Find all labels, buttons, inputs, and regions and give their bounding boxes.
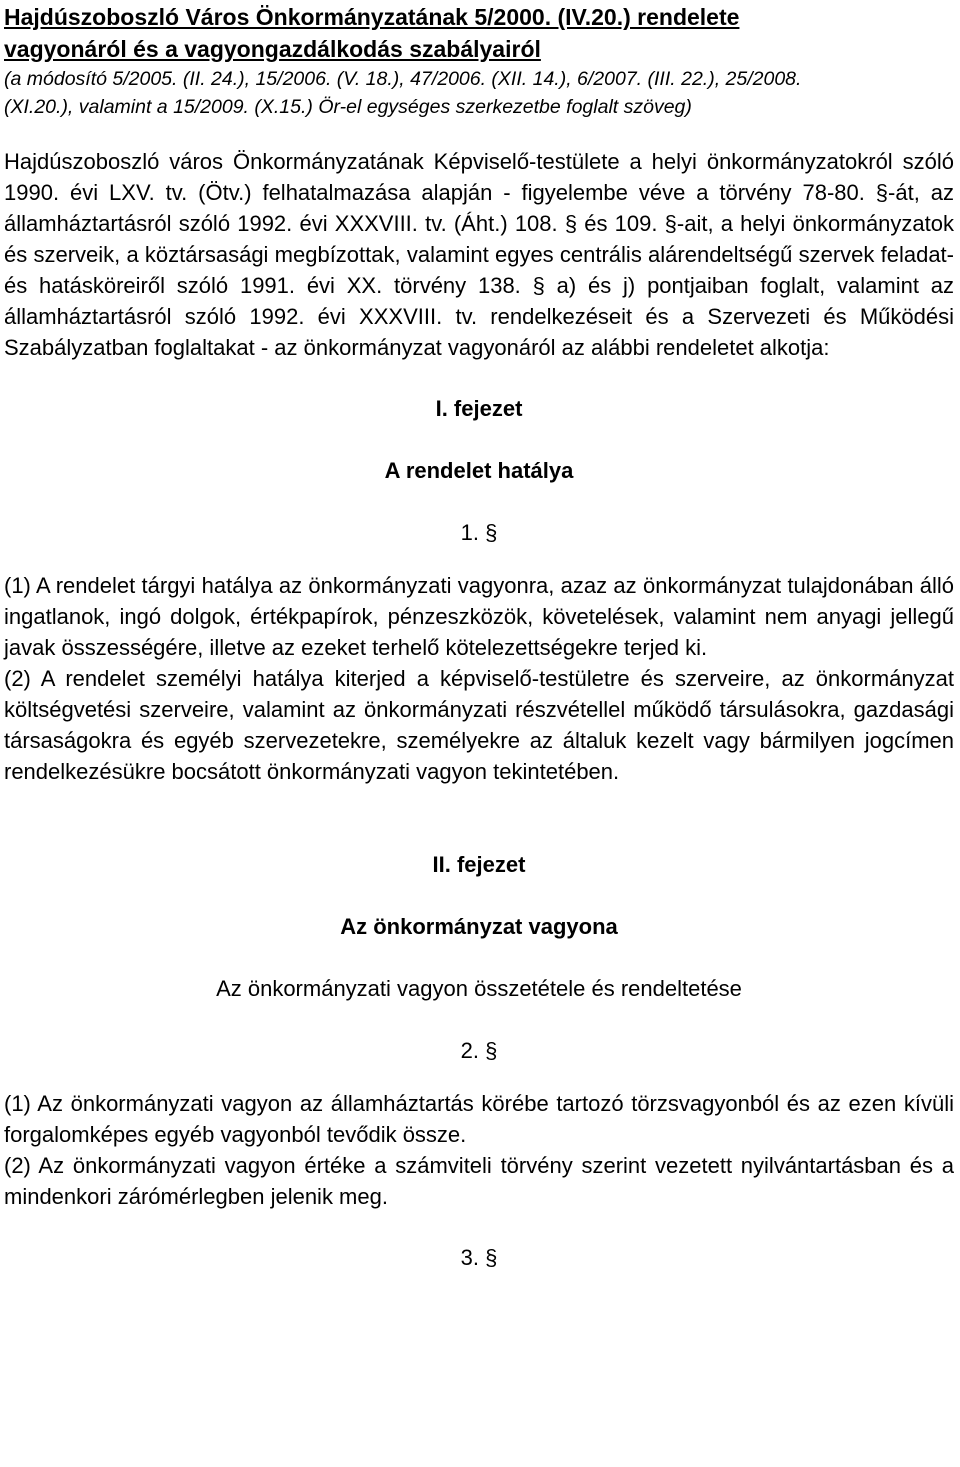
document-title-line1: Hajdúszoboszló Város Önkormányzatának 5/2000. (IV.20.) rendelete (4, 4, 740, 30)
section2-number: 2. § (460, 1038, 498, 1063)
section1-number: 1. § (460, 520, 498, 545)
chapter2-title: Az önkormányzat vagyona (340, 914, 618, 939)
document-title-line2: vagyonáról és a vagyongazdálkodás szabályairól (4, 36, 541, 62)
chapter1-number: I. fejezet (435, 396, 523, 421)
chapter2-subtitle: Az önkormányzati vagyon összetétele és rendeltetése (216, 976, 742, 1001)
chapter1-title: A rendelet hatálya (384, 458, 574, 483)
chapter2-number: II. fejezet (432, 852, 526, 877)
section2-paragraph2: (2) Az önkormányzati vagyon értéke a számviteli törvény szerint vezetett nyilvántartásban és a mindenkori zárómérlegben jelenik meg. (4, 1153, 954, 1209)
document-subtitle-line2: (XI.20.), valamint a 15/2009. (X.15.) Ör-el egységes szerkezetbe foglalt szöveg) (4, 96, 692, 118)
document-page (4, 0, 954, 1273)
section1-paragraph1: (1) A rendelet tárgyi hatálya az önkormányzati vagyonra, azaz az önkormányzat tulajdonában álló ingatlanok, ingó dolgok, értékpapírok, pénzeszközök, követelések, valamint nem anyagi jellegű javak összességére, illetve az ezeket terhelő kötelezettségekre terjed ki. (4, 573, 954, 660)
section3-number: 3. § (460, 1245, 498, 1270)
section2-paragraph1: (1) Az önkormányzati vagyon az államháztartás körébe tartozó törzsvagyonból és az ezen kívüli forgalomképes egyéb vagyonból tevődik össze. (4, 1091, 954, 1147)
section1-paragraph2: (2) A rendelet személyi hatálya kiterjed a képviselő-testületre és szerveire, az önkormányzat költségvetési szerveire, valamint az önkormányzati részvétellel működő társulásokra, gazdasági társaságokra és egyéb szervezetekre, személyekre az általuk kezelt vagy bármilyen jogcímen rendelkezésükre bocsátott önkormányzati vagyon tekintetében. (4, 666, 954, 784)
document-subtitle-line1: (a módosító 5/2005. (II. 24.), 15/2006. (V. 18.), 47/2006. (XII. 14.), 6/2007. (III. 22.), 25/2008. (4, 68, 802, 90)
preamble-paragraph: Hajdúszoboszló város Önkormányzatának Képviselő-testülete a helyi önkormányzatokról szóló 1990. évi LXV. tv. (Ötv.) felhatalmazása alapján - figyelembe véve a törvény 78-80. §-át, az államháztartásról szóló 1992. évi XXXVIII. tv. (Áht.) 108. § és 109. §-ait, a helyi önkormányzatok és szerveik, a köztársasági megbízottak, valamint egyes centrális alárendeltségű szervek feladat- és hatásköreiről szóló 1991. évi XX. törvény 138. § a) és j) pontjaiban foglalt, valamint az államháztartásról szóló 1992. évi XXXVIII. tv. rendelkezéseit és a Szervezeti és Működési Szabályzatban foglaltakat - az önkormányzat vagyonáról az alábbi rendeletet alkotja: (4, 149, 954, 360)
